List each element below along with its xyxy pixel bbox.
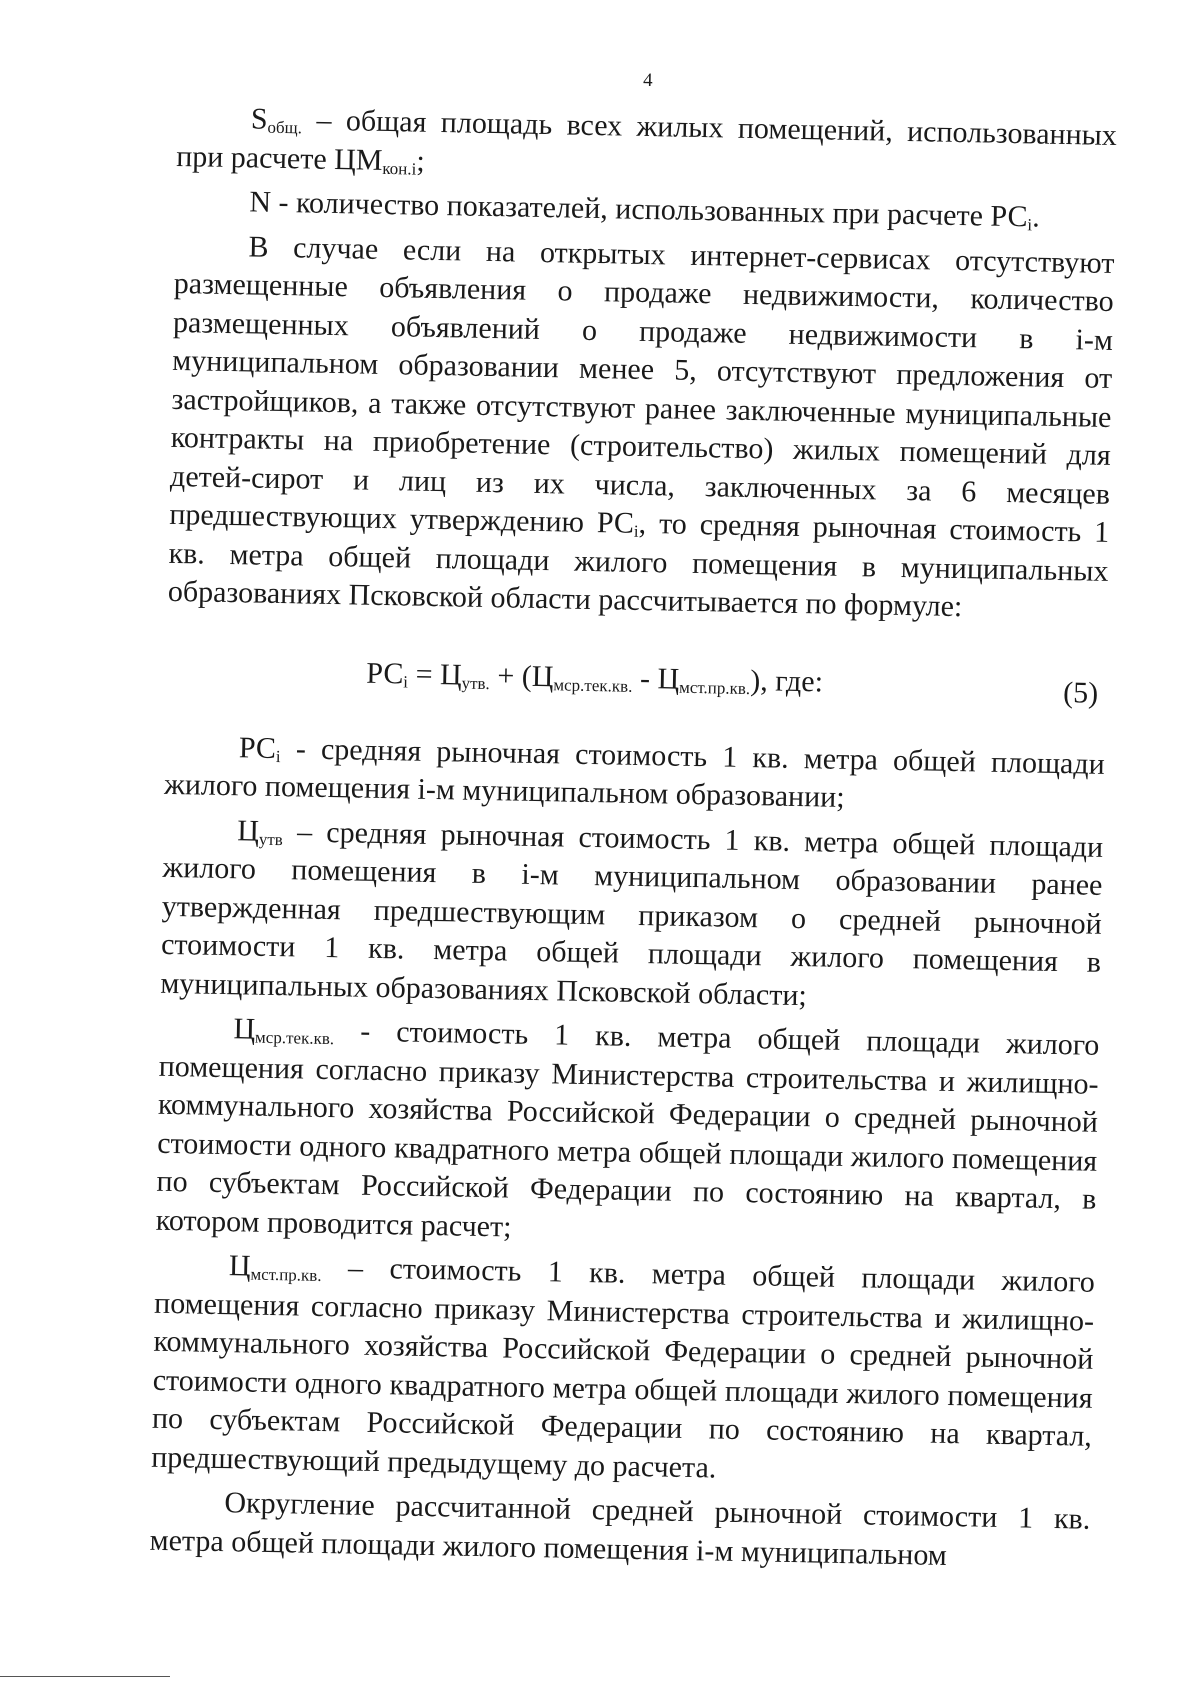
definition-c-utv: $Ц_{утв}$ – средняя рыночная стоимость 1 кв. метра общей площади жилого помещения в i-м муниципальном образовании ранее утвержденная предшествующим приказом о средней рыночной стоимости 1 кв. метра общей площади жилого помещения в муниципальных образованиях Псковской области; [160, 813, 1104, 1012]
definition-s-total: $S_{общ.}$ – общая площадь всех жилых помещений, использованных при расчете $ЦМ_{кон.i}$; [175, 102, 1118, 179]
definition-n: N - количество показателей, использованных при расчете $РС_i$. [249, 185, 1041, 235]
definition-c-mst-pr: $Ц_{мст.пр.кв.}$ – стоимость 1 кв. метра общей площади жилого помещения согласно приказу Министерства строительства и жилищно-коммунального хозяйства Российской Федерации о средней рыночной стоимости одного квадратного метра общей площади жилого помещения по субъектам Российской Федерации по состоянию на квартал, предшествующий предыдущему до расчета. [150, 1249, 1096, 1485]
rounding-paragraph: Округление рассчитанной средней рыночной стоимости 1 кв. метра общей площади жилого помещения i-м муниципальном [149, 1486, 1091, 1572]
definition-rc: $РС_i$ - средняя рыночная стоимость 1 кв. метра общей площади жилого помещения i-м муниципальном образовании; [163, 730, 1106, 814]
footnote-divider [0, 1676, 170, 1677]
formula-number: (5) [1062, 675, 1099, 710]
condition-paragraph: В случае если на открытых интернет-сервисах отсутствуют размещенные объявления о продаже недвижимости, количество размещенных объявлений о продаже недвижимости в i-м муниципальном образовании менее 5, отсутствуют предложения от застройщиков, а также отсутствуют ранее заключенные муниципальные контракты на приобретение (строительство) жилых помещений для детей-сирот и лиц из их числа, заключенных за 6 месяцев предшествующих утверждению $РС_i$, то средняя рыночная стоимость 1 кв. метра общей площади жилого помещения в муниципальных образованиях Псковской области рассчитывается по формуле: [167, 229, 1115, 624]
formula-block [166, 645, 1107, 721]
page-number: 4 [642, 69, 653, 92]
formula-5: $РС_i = Ц_{утв.} + (Ц_{мср.тек.кв.} - Ц_{мст.пр.кв.})$, где: [366, 656, 824, 698]
definition-c-msr-tek: $Ц_{мср.тек.кв.}$ - стоимость 1 кв. метра общей площади жилого помещения согласно приказу Министерства строительства и жилищно-коммунального хозяйства Российской Федерации о средней рыночной стоимости одного квадратного метра общей площади жилого помещения по субъектам Российской Федерации по состоянию на квартал, в котором проводится расчет; [155, 1012, 1100, 1244]
document-body [149, 61, 1118, 1584]
